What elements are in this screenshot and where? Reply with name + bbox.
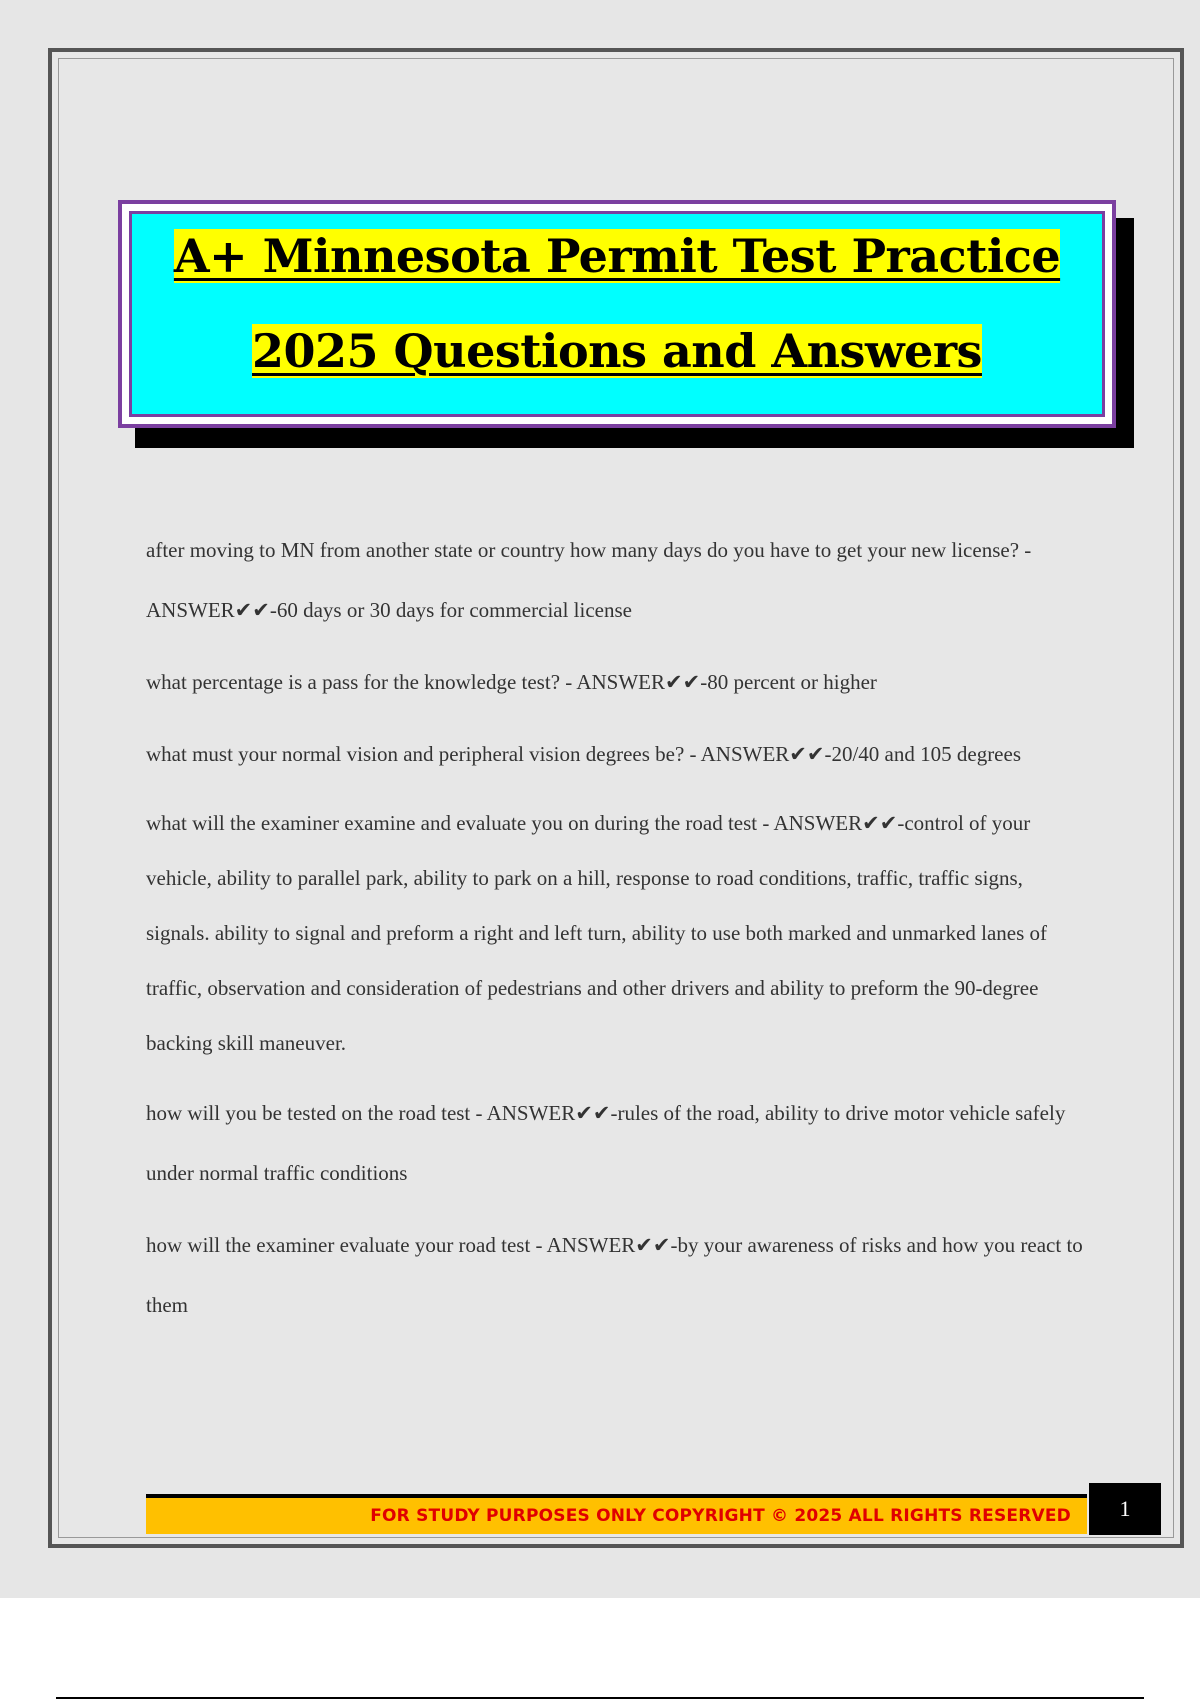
qa-item: how will you be tested on the road test - ANSWER✔✔-rules of the road, ability to drive motor vehicle safely under normal traffic conditions — [146, 1101, 1066, 1185]
title-line-1: A+ Minnesota Permit Test Practice — [173, 229, 1061, 283]
qa-item: what percentage is a pass for the knowledge test? - ANSWER✔✔-80 percent or higher — [146, 670, 877, 694]
title-box — [118, 200, 1116, 428]
title-line-2: 2025 Questions and Answers — [252, 324, 982, 378]
bottom-divider — [56, 1697, 1144, 1699]
qa-item: what must your normal vision and peripheral vision degrees be? - ANSWER✔✔-20/40 and 105 degrees — [146, 742, 1021, 766]
qa-item: after moving to MN from another state or country how many days do you have to get your new license? - ANSWER✔✔-60 days or 30 days for commercial license — [146, 538, 1032, 622]
qa-item: what will the examiner examine and evaluate you on during the road test - ANSWER✔✔-control of your vehicle, ability to parallel park, ability to park on a hill, response to road conditions, traffic, traffic signs, signals. ability to signal and preform a right and left turn, ability to use both marked and unmarked lanes of traffic, observation and consideration of pedestrians and other drivers and ability to preform the 90-degree backing skill maneuver. — [146, 811, 1048, 1055]
footer-bar — [146, 1494, 1087, 1534]
title-box-inner — [129, 211, 1105, 417]
qa-item: how will the examiner evaluate your road test - ANSWER✔✔-by your awareness of risks and how you react to them — [146, 1233, 1083, 1317]
footer-copyright: FOR STUDY PURPOSES ONLY COPYRIGHT © 2025 ALL RIGHTS RESERVED — [370, 1506, 1071, 1526]
page-number: 1 — [1089, 1483, 1161, 1535]
qa-list — [146, 520, 1086, 1347]
